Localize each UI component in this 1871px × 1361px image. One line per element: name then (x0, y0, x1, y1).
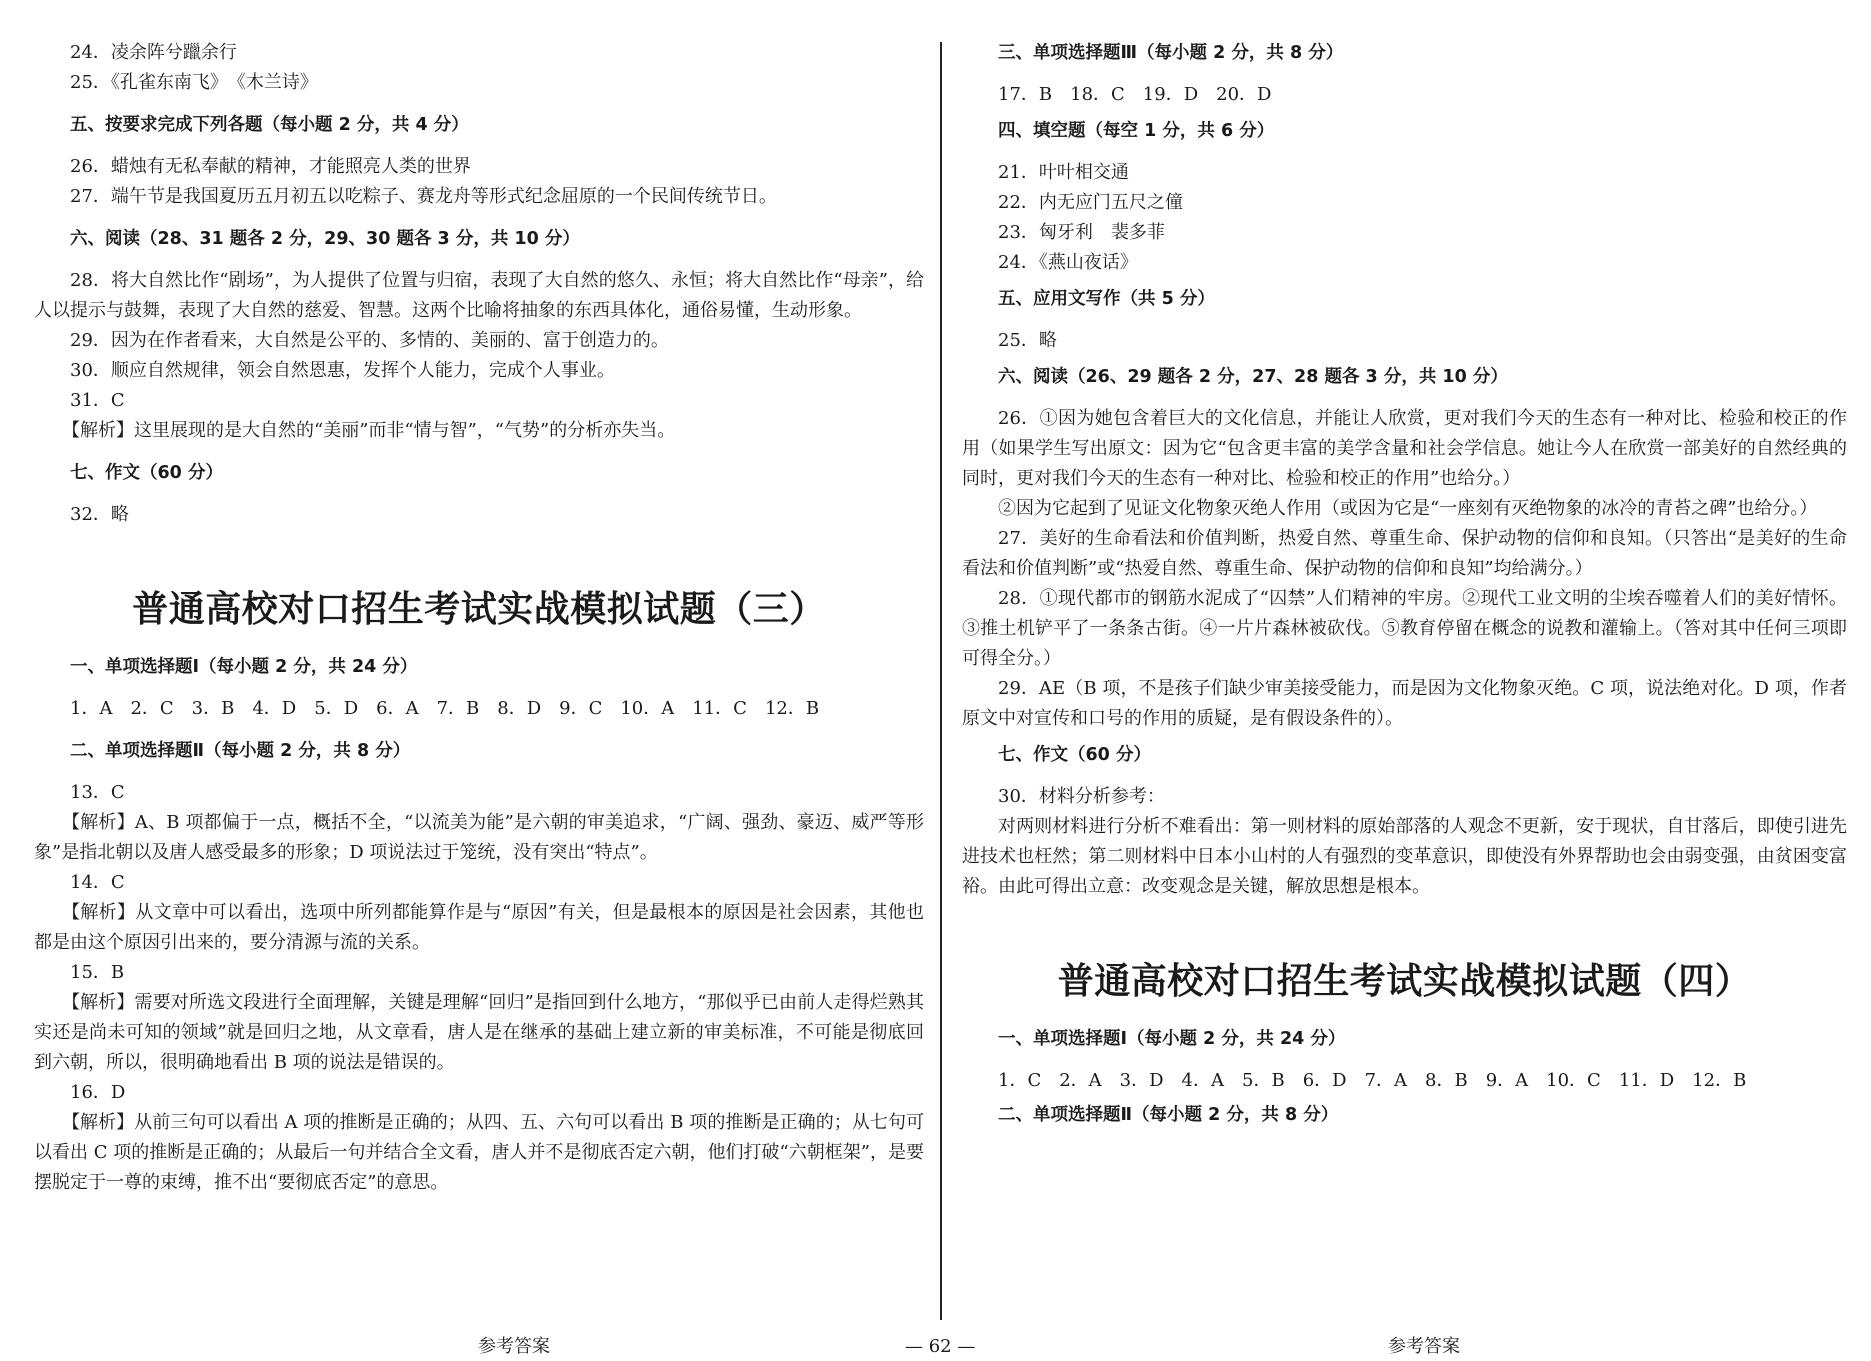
answer-30-label: 30．材料分析参考： (998, 786, 1165, 807)
section-7-heading: 七、作文（60 分） (70, 463, 223, 483)
answer-26-part-1: 26．①因为她包含着巨大的文化信息，并能让人欣赏，更对我们今天的生态有一种对比、检验和校正的作用（如果学生写出原文：因为它“包含更丰富的美学含量和社会学信息。她让今人在欣赏一部美好的自然经典的同时，更对我们今天的生态有一种对比、检验和校正的作用”也给分。） (962, 408, 1847, 489)
answer-13-explanation: 【解析】A、B 项都偏于一点，概括不全，“以流美为能”是六朝的审美追求，“广阔、强劲、豪迈、威严等形象”是指北朝以及唐人感受最多的形象；D 项说法过于笼统，没有突出“特点”。 (34, 812, 924, 863)
answer-27: 27．端午节是我国夏历五月初五以吃粽子、赛龙舟等形式纪念屈原的一个民间传统节日。 (70, 186, 777, 207)
section-5-heading-right: 五、应用文写作（共 5 分） (998, 289, 1215, 309)
section-5-heading: 五、按要求完成下列各题（每小题 2 分，共 4 分） (70, 115, 469, 135)
answer-16: 16．D (70, 1082, 126, 1103)
answer-16-explanation: 【解析】从前三句可以看出 A 项的推断是正确的；从四、五、六句可以看出 B 项的推断是正确的；从七句可以看出 C 项的推断是正确的；从最后一句并结合全文看，唐人并不是彻底否定六朝，他们打破“六朝框架”，是要摆脱定于一尊的束缚，推不出“要彻底否定”的意思。 (34, 1112, 924, 1193)
answer-15-explanation: 【解析】需要对所选文段进行全面理解，关键是理解“回归”是指回到什么地方，“那似乎已由前人走得烂熟其实还是尚未可知的领域”就是回归之地，从文章看，唐人是在继承的基础上建立新的审美标准，不可能是彻底回到六朝，所以，很明确地看出 B 项的说法是错误的。 (34, 992, 924, 1073)
answer-24-right: 24．《燕山夜话》 (998, 252, 1138, 273)
exam-3-answers-1-12: 1．A 2．C 3．B 4．D 5．D 6．A 7．B 8．D 9．C 10．A 11．C 12．B (70, 698, 820, 719)
answer-21: 21．叶叶相交通 (998, 162, 1129, 183)
footer-right-label: 参考答案 (1388, 1336, 1460, 1357)
answer-28: 28．将大自然比作“剧场”，为人提供了位置与归宿，表现了大自然的悠久、永恒；将大自然比作“母亲”，给人以提示与鼓舞，表现了大自然的慈爱、智慧。这两个比喻将抽象的东西具体化，通俗易懂，生动形象。 (34, 270, 924, 321)
section-4-heading: 四、填空题（每空 1 分，共 6 分） (998, 121, 1275, 141)
exam-3-section-2-heading: 二、单项选择题Ⅱ（每小题 2 分，共 8 分） (70, 741, 411, 761)
right-column (962, 38, 1847, 1130)
answer-26: 26．蜡烛有无私奉献的精神，才能照亮人类的世界 (70, 156, 471, 177)
answer-24: 24．凌余阵兮躐余行 (70, 42, 237, 63)
exam-4-section-2-heading: 二、单项选择题Ⅱ（每小题 2 分，共 8 分） (998, 1105, 1339, 1125)
answer-32: 32．略 (70, 504, 129, 525)
column-divider (940, 42, 942, 1320)
exam-4-section-1-heading: 一、单项选择题Ⅰ（每小题 2 分，共 24 分） (998, 1029, 1346, 1049)
answer-25-right: 25．略 (998, 330, 1057, 351)
section-6-heading-right: 六、阅读（26、29 题各 2 分，27、28 题各 3 分，共 10 分） (998, 367, 1508, 387)
answer-31-explanation: 【解析】这里展现的是大自然的“美丽”而非“情与智”，“气势”的分析亦失当。 (62, 420, 676, 441)
section-6-heading: 六、阅读（28、31 题各 2 分，29、30 题各 3 分，共 10 分） (70, 229, 580, 249)
answer-15: 15．B (70, 962, 125, 983)
exam-3-section-1-heading: 一、单项选择题Ⅰ（每小题 2 分，共 24 分） (70, 657, 418, 677)
section-3-heading: 三、单项选择题Ⅲ（每小题 2 分，共 8 分） (998, 43, 1344, 63)
left-column (34, 38, 924, 1198)
exam-3-title: 普通高校对口招生考试实战模拟试题（三） (132, 589, 826, 630)
exam-4-answers-1-12: 1．C 2．A 3．D 4．A 5．B 6．D 7．A 8．B 9．A 10．C 11．D 12．B (998, 1070, 1747, 1091)
answer-13: 13．C (70, 782, 125, 803)
answer-29: 29．因为在作者看来，大自然是公平的、多情的、美丽的、富于创造力的。 (70, 330, 669, 351)
answers-17-20: 17．B 18．C 19．D 20．D (998, 84, 1272, 105)
answer-28-right: 28．①现代都市的钢筋水泥成了“囚禁”人们精神的牢房。②现代工业文明的尘埃吞噬着人们的美好情怀。③推土机铲平了一条条古街。④一片片森林被砍伐。⑤教育停留在概念的说教和灌输上。（答对其中任何三项即可得全分。） (962, 588, 1847, 669)
answer-29-right: 29．AE（B 项，不是孩子们缺少审美接受能力，而是因为文化物象灭绝。C 项，说法绝对化。D 项，作者原文中对宣传和口号的作用的质疑，是有假设条件的）。 (962, 678, 1847, 729)
answer-22: 22．内无应门五尺之僮 (998, 192, 1183, 213)
answer-27-right: 27．美好的生命看法和价值判断，热爱自然、尊重生命、保护动物的信仰和良知。（只答出“是美好的生命看法和价值判断”或“热爱自然、尊重生命、保护动物的信仰和良知”均给满分。） (962, 528, 1847, 579)
section-7-heading-right: 七、作文（60 分） (998, 745, 1151, 765)
answer-23: 23．匈牙利 裴多菲 (998, 222, 1165, 243)
answer-14: 14．C (70, 872, 125, 893)
answer-14-explanation: 【解析】从文章中可以看出，选项中所列都能算作是与“原因”有关，但是最根本的原因是社会因素，其他也都是由这个原因引出来的，要分清源与流的关系。 (34, 902, 924, 953)
footer-left-label: 参考答案 (478, 1336, 550, 1357)
page-number: — 62 — (905, 1336, 976, 1357)
exam-4-title: 普通高校对口招生考试实战模拟试题（四） (1057, 961, 1752, 1002)
answer-30: 30．顺应自然规律，领会自然恩惠，发挥个人能力，完成个人事业。 (70, 360, 615, 381)
answer-25: 25．《孔雀东南飞》 《木兰诗》 (70, 72, 318, 93)
answer-31: 31．C (70, 390, 125, 411)
answer-26-part-2: ②因为它起到了见证文化物象灭绝人作用（或因为它是“一座刻有灭绝物象的冰冷的青苔之碑”也给分。） (998, 498, 1818, 519)
answer-30-analysis: 对两则材料进行分析不难看出：第一则材料的原始部落的人观念不更新，安于现状，自甘落后，即使引进先进技术也枉然；第二则材料中日本小山村的人有强烈的变革意识，即使没有外界帮助也会由弱变强，由贫困变富裕。由此可得出立意：改变观念是关键，解放思想是根本。 (962, 816, 1847, 897)
